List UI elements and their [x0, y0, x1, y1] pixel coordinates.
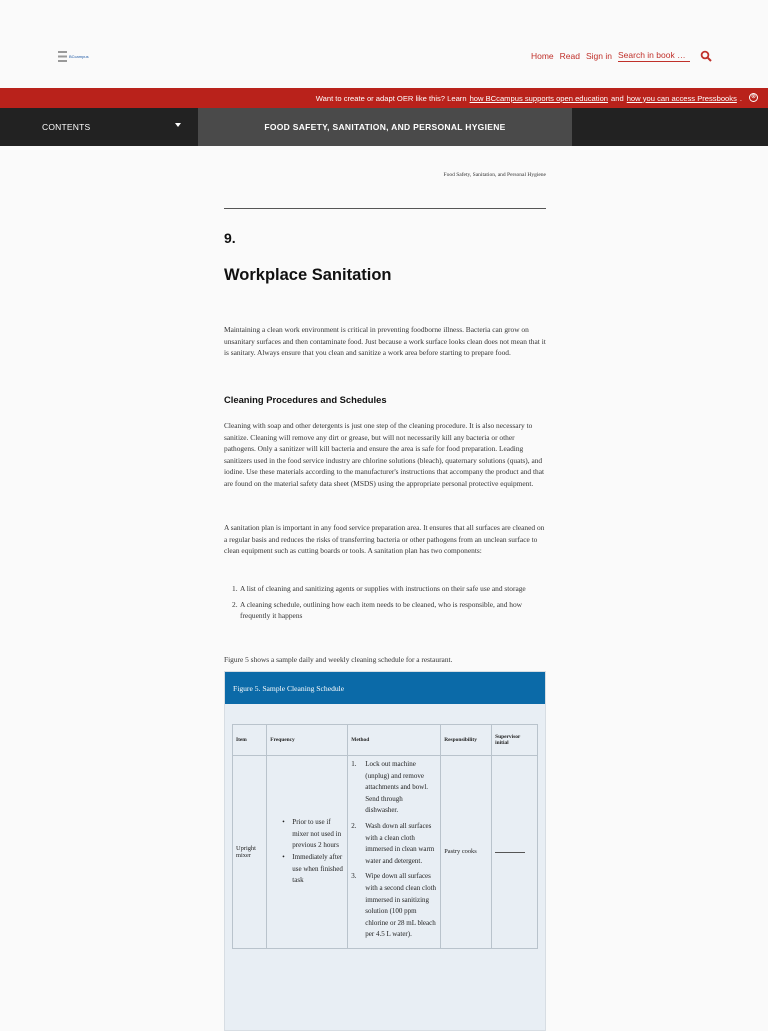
site-header: [0, 0, 768, 88]
figure-intro-paragraph: Figure 5 shows a sample daily and weekly cleaning schedule for a restaurant.: [224, 655, 453, 664]
figure-cleaning-schedule: [224, 671, 546, 1031]
oer-announcement-bar: [0, 88, 768, 108]
list-number: 2.: [232, 599, 238, 609]
divider: [224, 208, 546, 209]
signature-line: [495, 852, 525, 853]
paragraph-cleaning: Cleaning with soap and other detergents is just one step of the cleaning procedure. It is also necessary to sanitize. Cleaning will remove any dirt or grease, but will not necessarily kill any bacteria or other pathogens. Only a sanitizer will kill bacteria and ensure the area is safe for food preparation. Leading sanitizers used in the food service industry are chlorine solutions (bleach), quaternary solutions (quats), and iodine. Use these materials according to the manufacturer's instructions that accompany the product and that are found on the material safety data sheet (MSDS) using the appropriate personal protective equipment.: [224, 421, 545, 488]
search-icon[interactable]: [700, 50, 712, 62]
bullet-icon: •: [282, 818, 285, 827]
header-item: Item: [233, 725, 267, 756]
oer-link-bccampus[interactable]: how BCcampus supports open education: [469, 93, 609, 103]
oer-text-mid: and: [611, 93, 624, 103]
list-item: [351, 759, 437, 817]
list-text: A cleaning schedule, outlining how each item needs to be cleaned, who is responsible, and how frequently it happens: [240, 599, 523, 621]
page-title: Workplace Sanitation: [224, 266, 392, 284]
list-number: 1.: [232, 584, 238, 593]
components-list: [232, 583, 546, 626]
method-text: Wipe down all surfaces with a second clean cloth immersed in sanitizing solution (100 ppm chlorine or 28 mL bleach per 4.5 L water).: [365, 872, 437, 939]
cell-supervisor-initial: [492, 756, 538, 949]
oer-text-before: Want to create or adapt OER like this? Learn: [315, 93, 467, 103]
oer-link-pressbooks[interactable]: how you can access Pressbooks: [626, 93, 737, 103]
nav-sign-in-link[interactable]: Sign in: [586, 51, 612, 61]
cell-frequency: [267, 756, 348, 949]
contents-toggle-button[interactable]: [0, 108, 198, 146]
method-number: 3.: [351, 872, 357, 881]
list-item: [232, 599, 546, 622]
method-number: 2.: [351, 821, 357, 830]
nav-read-link[interactable]: Read: [559, 51, 580, 61]
frequency-list: [270, 817, 344, 887]
list-item: [351, 871, 437, 941]
method-text: Lock out machine (unplug) and remove attachments and bowl. Send through dishwasher.: [365, 760, 429, 815]
list-item: [351, 821, 437, 867]
chapter-title-bar: [198, 108, 572, 146]
nav-home-link[interactable]: Home: [530, 51, 554, 61]
caret-down-icon: [175, 123, 181, 127]
list-item: [282, 852, 344, 887]
contents-label: CONTENTS: [42, 122, 91, 132]
table-header-row: [233, 725, 538, 756]
list-item: [282, 817, 344, 852]
header-frequency: Frequency: [267, 725, 348, 756]
figure-body: [225, 704, 545, 1031]
paragraph-sanitation-plan: A sanitation plan is important in any food service preparation area. It ensures that all surfaces are cleaned on a regular basis and reduces the risks of transferring bacteria or other pathogens from an unclean surface to clean equipment such as cutting boards or tools. A sanitation plan has two components:: [224, 523, 545, 556]
cell-responsibility: Pastry cooks: [441, 756, 492, 949]
oer-text-after: .: [739, 93, 742, 103]
header-nav: [531, 50, 712, 62]
frequency-text: Prior to use if mixer not used in previous 2 hours: [292, 818, 342, 850]
method-text: Wash down all surfaces with a clean cloth immersed in clean warm water and detergent.: [365, 821, 435, 865]
cleaning-schedule-table: [232, 724, 538, 949]
table-row: [233, 756, 538, 949]
list-item: [232, 583, 546, 595]
chapter-number: 9.: [224, 230, 236, 246]
cell-method: [348, 756, 441, 949]
running-head: Food Safety, Sanitation, and Personal Hygiene: [443, 172, 546, 178]
list-text: A list of cleaning and sanitizing agents or supplies with instructions on their safe use and storage: [240, 584, 526, 593]
bccampus-logo[interactable]: [58, 50, 92, 62]
header-responsibility: Responsibility: [441, 725, 492, 756]
close-icon[interactable]: ⊗: [750, 94, 757, 100]
header-method: Method: [348, 725, 441, 756]
cell-item: Upright mixer: [233, 756, 267, 949]
header-supervisor-initial: Supervisor initial: [492, 725, 538, 756]
bullet-icon: •: [282, 852, 285, 861]
search-input[interactable]: [618, 50, 690, 62]
method-list: [351, 759, 437, 941]
logo-text: BCcampus: [69, 53, 89, 59]
chapter-title-label: FOOD SAFETY, SANITATION, AND PERSONAL HYGIENE: [264, 122, 506, 132]
book-nav-bar: [0, 108, 768, 146]
intro-paragraph: Maintaining a clean work environment is critical in preventing foodborne illness. Bacteria can grow on unsanitary surfaces and then contaminate food. Just because a work surface looks clean does not mean that it is sanitary. Always ensure that you clean and sanitize a work area before starting to prepare food.: [224, 325, 546, 358]
method-number: 1.: [351, 760, 357, 768]
section-heading: Cleaning Procedures and Schedules: [224, 394, 387, 405]
logo-mark-icon: [58, 51, 67, 62]
frequency-text: Immediately after use when finished task: [292, 852, 343, 885]
figure-caption: Figure 5. Sample Cleaning Schedule: [225, 672, 545, 704]
